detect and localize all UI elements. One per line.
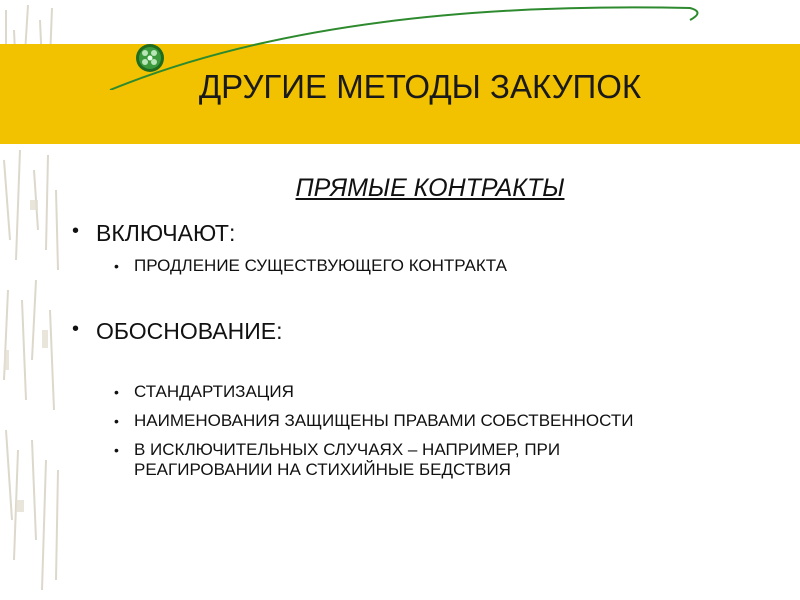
justification-heading: • ОБОСНОВАНИЕ: xyxy=(96,318,283,345)
slide-title: ДРУГИЕ МЕТОДЫ ЗАКУПОК xyxy=(198,68,642,105)
includes-heading: • ВКЛЮЧАЮТ: xyxy=(96,220,235,247)
justification-item: • СТАНДАРТИЗАЦИЯ xyxy=(134,382,734,402)
justification-item: • НАИМЕНОВАНИЯ ЗАЩИЩЕНЫ ПРАВАМИ СОБСТВЕННОСТИ xyxy=(134,411,734,431)
includes-item: • ПРОДЛЕНИЕ СУЩЕСТВУЮЩЕГО КОНТРАКТА xyxy=(134,256,734,276)
slide-subtitle: ПРЯМЫЕ КОНТРАКТЫ xyxy=(295,174,565,202)
justification-item: • В ИСКЛЮЧИТЕЛЬНЫХ СЛУЧАЯХ – НАПРИМЕР, ПРИ РЕАГИРОВАНИИ НА СТИХИЙНЫЕ БЕДСТВИЯ xyxy=(134,440,694,480)
